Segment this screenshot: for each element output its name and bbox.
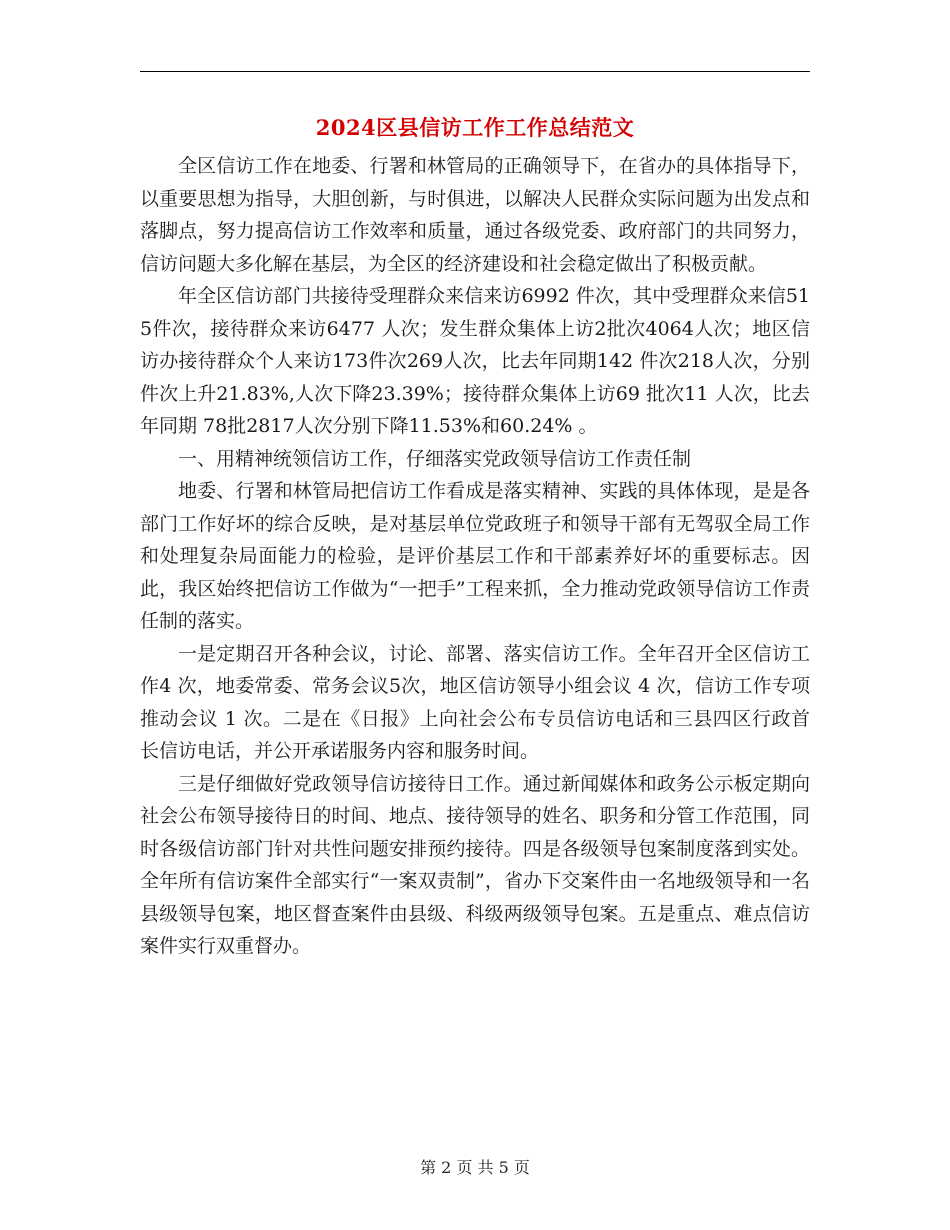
paragraph-intro: 全区信访工作在地委、行署和林管局的正确领导下，在省办的具体指导下，以重要思想为指导，大胆创新，与时俱进，以解决人民群众实际问题为出发点和落脚点，努力提高信访工作效率和质量，通过各级党委、政府部门的共同努力，信访问题大多化解在基层，为全区的经济建设和社会稳定做出了积极贡献。	[140, 155, 810, 275]
paragraph-statistics: 年全区信访部门共接待受理群众来信来访6992 件次，其中受理群众来信515件次，接待群众来访6477 人次；发生群众集体上访2批次4064人次；地区信访办接待群众个人来访173件次269人次，比去年同期142 件次218人次，分别件次上升21.83%,人次下降23.39%；接待群众集体上访69 批次11 人次，比去年同期 78批2817人次分别下降11.53%和60.24% 。	[140, 285, 810, 437]
paragraph-meetings: 一是定期召开各种会议，讨论、部署、落实信访工作。全年召开全区信访工作4 次，地委常委、常务会议5次，地区信访领导小组会议 4 次，信访工作专项推动会议 1 次。二是在《日报》上向社会公布专员信访电话和三县四区行政首长信访电话，并公开承诺服务内容和服务时间。	[140, 642, 810, 762]
paragraph-reception: 三是仔细做好党政领导信访接待日工作。通过新闻媒体和政务公示板定期向社会公布领导接待日的时间、地点、接待领导的姓名、职务和分管工作范围，同时各级信访部门针对共性问题安排预约接待。四是各级领导包案制度落到实处。全年所有信访案件全部实行“一案双责制”，省办下交案件由一名地级领导和一名县级领导包案，地区督查案件由县级、科级两级领导包案。五是重点、难点信访案件实行双重督办。	[140, 772, 810, 957]
paragraph-responsibility: 地委、行署和林管局把信访工作看成是落实精神、实践的具体体现，是是各部门工作好坏的综合反映，是对基层单位党政班子和领导干部有无驾驭全局工作和处理复杂局面能力的检验，是评价基层工作和干部素养好坏的重要标志。因此，我区始终把信访工作做为“一把手”工程来抓，全力推动党政领导信访工作责任制的落实。	[140, 480, 810, 632]
header-rule	[140, 71, 810, 72]
document-body	[140, 150, 810, 963]
document-title: 2024区县信访工作工作总结范文	[315, 115, 635, 140]
page-number: 第 2 页 共 5 页	[420, 1158, 530, 1177]
section-heading-1: 一、用精神统领信访工作，仔细落实党政领导信访工作责任制	[178, 447, 692, 470]
